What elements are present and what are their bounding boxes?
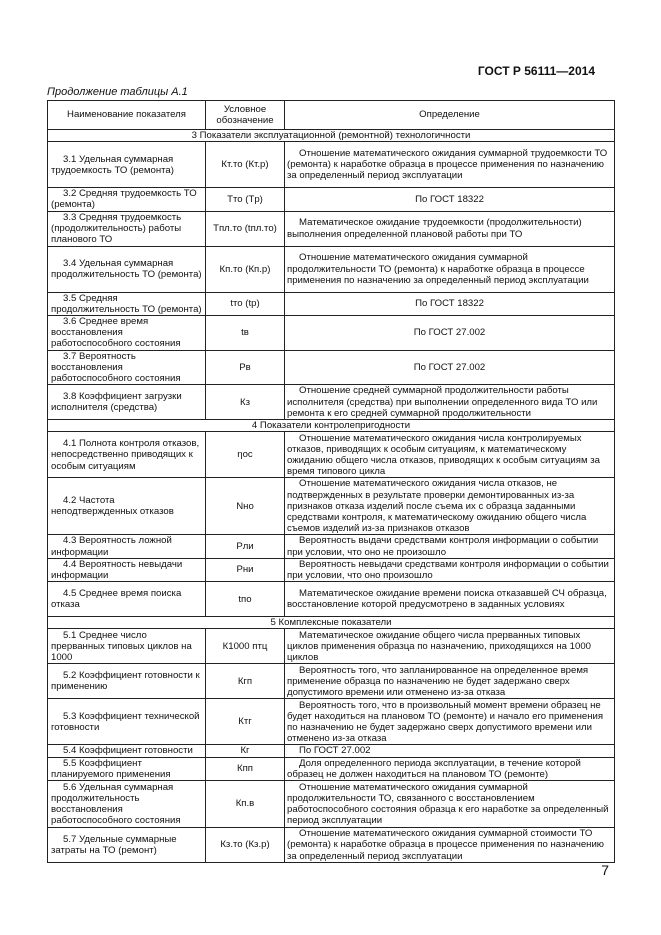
table-row bbox=[48, 316, 615, 351]
indicator-name: 3.2 Средняя трудоемкость ТО (ремонта) bbox=[48, 188, 206, 211]
indicator-symbol: Tпл.то (tпл.то) bbox=[206, 211, 285, 246]
indicator-symbol: Nно bbox=[206, 478, 285, 535]
section-row bbox=[48, 130, 615, 142]
table-row bbox=[48, 292, 615, 315]
table-row bbox=[48, 781, 615, 828]
table-row bbox=[48, 535, 615, 558]
indicator-definition: Отношение математического ожидания суммарной трудоемкости ТО (ремонта) к наработке образца в процессе применения по назначению за определенный период эксплуатации bbox=[285, 142, 615, 188]
indicator-definition: Отношение математического ожидания числа отказов, не подтвержденных в результате проверки демонтированных из-за признаков отказа изделий после съема их с образца заданными средствами контроля, к математическому ожиданию общего числа съемов изделий из-за признаков отказов bbox=[285, 478, 615, 535]
indicator-symbol: Ктг bbox=[206, 699, 285, 745]
table-row bbox=[48, 558, 615, 581]
indicator-symbol: Кп.в bbox=[206, 781, 285, 828]
indicator-symbol: Кт.то (Кт.р) bbox=[206, 142, 285, 188]
indicator-definition: Математическое ожидание общего числа прерванных типовых циклов применения образца по назначению, приходящихся на 1000 циклов bbox=[285, 629, 615, 664]
indicator-symbol: tв bbox=[206, 316, 285, 351]
indicator-symbol: tпо bbox=[206, 582, 285, 617]
indicator-name: 3.8 Коэффициент загрузки исполнителя (средства) bbox=[48, 385, 206, 420]
column-header: Условное обозначение bbox=[206, 101, 285, 130]
indicator-definition: Математическое ожидание времени поиска отказавшей СЧ образца, восстановление которой предусмотрено в заданных условиях bbox=[285, 582, 615, 617]
table-row bbox=[48, 478, 615, 535]
indicator-definition: Отношение математического ожидания числа контролируемых отказов, приводящих к особым ситуациям, к математическому ожиданию общего числа отказов, приводящих к особым ситуациям за время типового цикла bbox=[285, 432, 615, 478]
table-row bbox=[48, 188, 615, 211]
indicator-name: 4.3 Вероятность ложной информации bbox=[48, 535, 206, 558]
table-row bbox=[48, 211, 615, 246]
indicator-definition: По ГОСТ 18322 bbox=[285, 188, 615, 211]
indicator-definition: Отношение математического ожидания суммарной стоимости ТО (ремонта) к наработке образца в процессе применения по назначению за определенный период эксплуатации bbox=[285, 828, 615, 863]
indicator-definition: Отношение математического ожидания суммарной продолжительности ТО, связанного с восстановлением работоспособного состояния образца к его наработке за определенный период эксплуатации bbox=[285, 781, 615, 828]
section-title: 5 Комплексные показатели bbox=[48, 617, 615, 629]
indicator-name: 5.7 Удельные суммарные затраты на ТО (ремонт) bbox=[48, 828, 206, 863]
indicator-name: 5.2 Коэффициент готовности к применению bbox=[48, 664, 206, 699]
table-continuation-caption: Продолжение таблицы А.1 bbox=[47, 86, 188, 98]
section-row bbox=[48, 617, 615, 629]
indicator-name: 5.5 Коэффициент планируемого применения bbox=[48, 757, 206, 780]
indicator-definition: Вероятность того, что запланированное на определенное время применение образца по назначению не будет задержано сверх допустимого времени или отменено из-за отказа bbox=[285, 664, 615, 699]
page-number: 7 bbox=[601, 862, 609, 878]
indicator-symbol: Кпп bbox=[206, 757, 285, 780]
indicator-definition: Вероятность выдачи средствами контроля информации о событии при условии, что оно не произошло bbox=[285, 535, 615, 558]
section-title: 3 Показатели эксплуатационной (ремонтной) технологичности bbox=[48, 130, 615, 142]
indicator-definition: Доля определенного периода эксплуатации, в течение которой образец не должен находиться на плановом ТО (ремонте) bbox=[285, 757, 615, 780]
indicator-symbol: ηос bbox=[206, 432, 285, 478]
table-row bbox=[48, 350, 615, 385]
table-row bbox=[48, 385, 615, 420]
indicator-symbol: Рни bbox=[206, 558, 285, 581]
indicator-definition: Вероятность невыдачи средствами контроля информации о событии при условии, что оно произошло bbox=[285, 558, 615, 581]
indicator-definition: По ГОСТ 18322 bbox=[285, 292, 615, 315]
indicator-symbol: Tто (Tр) bbox=[206, 188, 285, 211]
table-row bbox=[48, 664, 615, 699]
indicator-symbol: Кз.то (Кз.р) bbox=[206, 828, 285, 863]
indicator-definition: Отношение математического ожидания суммарной продолжительности ТО (ремонта) к наработке образца в процессе применения по назначению за определенный период эксплуатации bbox=[285, 246, 615, 292]
indicator-definition: По ГОСТ 27.002 bbox=[285, 316, 615, 351]
indicator-symbol: Рв bbox=[206, 350, 285, 385]
table-header-row bbox=[48, 101, 615, 130]
indicator-definition: Вероятность того, что в произвольный момент времени образец не будет находиться на плановом ТО (ремонте) и начало его применения по назначению не будет задержано сверх допустимого времени или отменено из-за отказа bbox=[285, 699, 615, 745]
indicator-symbol: Кз bbox=[206, 385, 285, 420]
indicator-name: 3.1 Удельная суммарная трудоемкость ТО (ремонта) bbox=[48, 142, 206, 188]
table-row bbox=[48, 745, 615, 757]
indicator-symbol: Кгп bbox=[206, 664, 285, 699]
table-row bbox=[48, 828, 615, 863]
section-title: 4 Показатели контролепригодности bbox=[48, 420, 615, 432]
column-header: Наименование показателя bbox=[48, 101, 206, 130]
indicator-definition: По ГОСТ 27.002 bbox=[285, 745, 615, 757]
standard-designation: ГОСТ Р 56111—2014 bbox=[477, 64, 595, 78]
table-row bbox=[48, 757, 615, 780]
indicator-name: 3.3 Средняя трудоемкость (продолжительность) работы планового ТО bbox=[48, 211, 206, 246]
indicator-symbol: Кп.то (Кп.р) bbox=[206, 246, 285, 292]
indicator-definition: Математическое ожидание трудоемкости (продолжительности) выполнения определенной плановой работы при ТО bbox=[285, 211, 615, 246]
column-header: Определение bbox=[285, 101, 615, 130]
indicator-definition: Отношение средней суммарной продолжительности работы исполнителя (средства) при выполнении определенного вида ТО или ремонта к его средней суммарной продолжительности bbox=[285, 385, 615, 420]
table-row bbox=[48, 582, 615, 617]
indicator-name: 3.4 Удельная суммарная продолжительность ТО (ремонта) bbox=[48, 246, 206, 292]
indicator-name: 4.1 Полнота контроля отказов, непосредственно приводящих к особым ситуациям bbox=[48, 432, 206, 478]
indicator-symbol: К1000 птц bbox=[206, 629, 285, 664]
section-row bbox=[48, 420, 615, 432]
indicator-name: 3.7 Вероятность восстановления работоспособного состояния bbox=[48, 350, 206, 385]
table-row bbox=[48, 246, 615, 292]
table-row bbox=[48, 629, 615, 664]
indicator-symbol: tто (tр) bbox=[206, 292, 285, 315]
indicator-symbol: Кг bbox=[206, 745, 285, 757]
indicator-name: 4.2 Частота неподтвержденных отказов bbox=[48, 478, 206, 535]
indicator-name: 5.1 Среднее число прерванных типовых циклов на 1000 bbox=[48, 629, 206, 664]
indicator-symbol: Рли bbox=[206, 535, 285, 558]
indicators-table bbox=[47, 100, 615, 863]
table-row bbox=[48, 699, 615, 745]
table-row bbox=[48, 432, 615, 478]
indicator-definition: По ГОСТ 27.002 bbox=[285, 350, 615, 385]
table-row bbox=[48, 142, 615, 188]
indicator-name: 4.4 Вероятность невыдачи информации bbox=[48, 558, 206, 581]
indicator-name: 3.5 Средняя продолжительность ТО (ремонта) bbox=[48, 292, 206, 315]
indicator-name: 5.6 Удельная суммарная продолжительность восстановления работоспособного состояния bbox=[48, 781, 206, 828]
indicator-name: 5.4 Коэффициент готовности bbox=[48, 745, 206, 757]
indicator-name: 3.6 Среднее время восстановления работоспособного состояния bbox=[48, 316, 206, 351]
indicator-name: 5.3 Коэффициент технической готовности bbox=[48, 699, 206, 745]
indicator-name: 4.5 Среднее время поиска отказа bbox=[48, 582, 206, 617]
